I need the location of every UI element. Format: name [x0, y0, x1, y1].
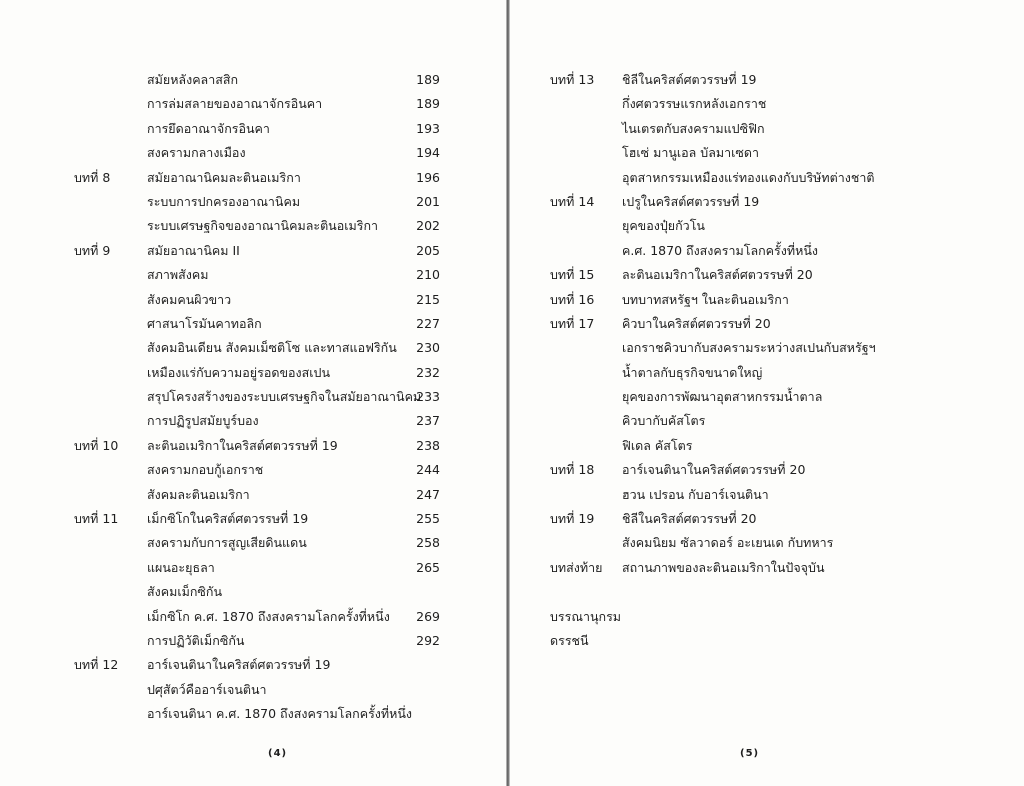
- toc-entry-title: สังคมอินเดียน สังคมเม็ซติโซ และทาสแอฟริกัน: [147, 340, 397, 356]
- toc-entry-title: ไนเตรตกับสงครามแปซิฟิก: [622, 120, 765, 136]
- toc-entry-title: เม็กซิโกในคริสต์ศตวรรษที่ 19: [147, 511, 309, 527]
- toc-entry-title: ยุคของปุ๋ยกัวโน: [622, 218, 705, 234]
- toc-entry-title: สังคมคนผิวขาว: [147, 291, 232, 307]
- toc-page-number: 238: [416, 437, 440, 453]
- toc-entry-title: อาร์เจนตินาในคริสต์ศตวรรษที่ 20: [622, 462, 806, 478]
- toc-entry-title: เอกราชคิวบากับสงครามระหว่างสเปนกับสหรัฐฯ: [622, 340, 876, 356]
- toc-entry-title: การยึดอาณาจักรอินคา: [147, 120, 270, 136]
- toc-entry-title: อุตสาหกรรมเหมืองแร่ทองแดงกับบริษัทต่างชาติ: [622, 169, 875, 185]
- toc-entry-title: การปฏิรูปสมัยบูร์บอง: [147, 413, 259, 429]
- toc-page-number: 201: [416, 193, 440, 209]
- toc-entry-title: น้ำตาลกับธุรกิจขนาดใหญ่: [622, 364, 763, 380]
- toc-entry-title: ละตินอเมริกาในคริสต์ศตวรรษที่ 20: [622, 267, 813, 283]
- toc-entry-title: สถานภาพของละตินอเมริกาในปัจจุบัน: [622, 559, 825, 575]
- toc-entry-title: สรุปโครงสร้างของระบบเศรษฐกิจในสมัยอาณานิคม: [147, 389, 422, 405]
- toc-entry-title: กึ่งศตวรรษแรกหลังเอกราช: [622, 96, 767, 112]
- toc-page-number: 247: [416, 486, 440, 502]
- toc-entry-title: สมัยอาณานิคมละตินอเมริกา: [147, 169, 301, 185]
- toc-page-number: 189: [416, 72, 440, 87]
- toc-chapter-label: บทที่ 18: [550, 462, 595, 478]
- toc-chapter-label: ดรรชนี: [550, 632, 589, 648]
- toc-chapter-label: บทที่ 9: [74, 242, 111, 258]
- toc-chapter-label: บทที่ 16: [550, 291, 595, 307]
- toc-page-number: 232: [416, 364, 440, 380]
- toc-entry-title: ละตินอเมริกาในคริสต์ศตวรรษที่ 19: [147, 437, 338, 453]
- toc-entry-title: อาร์เจนตินาในคริสต์ศตวรรษที่ 19: [147, 657, 331, 673]
- toc-entry-title: สมัยอาณานิคม II: [147, 242, 240, 258]
- toc-entry-title: ระบบการปกครองอาณานิคม: [147, 193, 301, 209]
- toc-page-number: 269: [416, 608, 440, 624]
- toc-chapter-label: บทที่ 19: [550, 511, 595, 527]
- toc-entry-title: ศาสนาโรมันคาทอลิก: [147, 315, 262, 331]
- toc-page-number: 230: [416, 340, 440, 356]
- toc-entry-title: สงครามกลางเมือง: [147, 145, 246, 161]
- toc-entry-title: สังคมละตินอเมริกา: [147, 486, 250, 502]
- toc-entry-title: เม็กซิโก ค.ศ. 1870 ถึงสงครามโลกครั้งที่หนึ่ง: [147, 608, 390, 624]
- toc-chapter-label: บทที่ 11: [74, 511, 119, 527]
- toc-entry-title: อาร์เจนตินา ค.ศ. 1870 ถึงสงครามโลกครั้งที่หนึ่ง: [147, 706, 413, 722]
- toc-entry-title: ฟิเดล คัสโตร: [622, 437, 693, 453]
- toc-entry-title: แผนอะยุธลา: [147, 559, 215, 575]
- toc-chapter-label: บทที่ 15: [550, 267, 595, 283]
- right-page: [416, 0, 1024, 786]
- toc-chapter-label: บทที่ 8: [74, 169, 111, 185]
- book-spine: [506, 0, 510, 786]
- toc-page-number: 193: [416, 120, 440, 136]
- toc-entry-title: การปฏิวัติเม็กซิกัน: [147, 632, 245, 648]
- toc-entry-title: โฮเซ่ มานูเอล บัลมาเซดา: [622, 145, 760, 161]
- toc-page-number: 196: [416, 169, 440, 185]
- toc-entry-title: สภาพสังคม: [147, 267, 209, 283]
- toc-entry-title: บทบาทสหรัฐฯ ในละตินอเมริกา: [622, 291, 789, 307]
- toc-entry-title: ระบบเศรษฐกิจของอาณานิคมละตินอเมริกา: [147, 218, 379, 234]
- left-page-number: (4): [268, 748, 288, 759]
- toc-entry-title: สงครามกอบกู้เอกราช: [147, 462, 264, 478]
- toc-chapter-label: บรรณานุกรม: [550, 608, 622, 624]
- toc-page-number: 227: [416, 315, 440, 331]
- toc-chapter-label: บทที่ 10: [74, 437, 119, 453]
- toc-entry-title: คิวบาในคริสต์ศตวรรษที่ 20: [622, 315, 771, 331]
- toc-page-number: 202: [416, 218, 440, 234]
- toc-page-number: 194: [416, 145, 440, 161]
- toc-entry-title: ยุคของการพัฒนาอุตสาหกรรมน้ำตาล: [622, 389, 823, 405]
- toc-page-number: 233: [416, 389, 440, 405]
- toc-entry-title: ชิลีในคริสต์ศตวรรษที่ 20: [622, 511, 757, 527]
- right-page-number: (5): [740, 748, 760, 759]
- toc-entry-title: ค.ศ. 1870 ถึงสงครามโลกครั้งที่หนึ่ง: [622, 242, 818, 258]
- toc-page-number: 205: [416, 242, 440, 258]
- toc-page-number: 265: [416, 559, 440, 575]
- toc-entry-title: สังคมนิยม ซัลวาดอร์ อะเยนเด กับทหาร: [622, 535, 834, 551]
- toc-chapter-label: บทที่ 14: [550, 193, 595, 209]
- toc-page-number: 292: [416, 632, 440, 648]
- toc-entry-title: เหมืองแร่กับความอยู่รอดของสเปน: [147, 364, 330, 380]
- toc-page-number: 237: [416, 413, 440, 429]
- toc-page-number: 215: [416, 291, 440, 307]
- toc-entry-title: สมัยหลังคลาสสิก: [147, 72, 239, 87]
- toc-page-number: 258: [416, 535, 440, 551]
- toc-entry-title: ฮวน เปรอน กับอาร์เจนตินา: [622, 486, 769, 502]
- toc-entry-title: การล่มสลายของอาณาจักรอินคา: [147, 96, 323, 112]
- toc-entry-title: เปรูในคริสต์ศตวรรษที่ 19: [622, 193, 760, 209]
- toc-entry-title: สังคมเม็กซิกัน: [147, 584, 223, 600]
- toc-entry-title: คิวบากับคัสโตร: [622, 413, 706, 429]
- toc-page-number: 210: [416, 267, 440, 283]
- toc-entry-title: ปศุสัตว์คืออาร์เจนตินา: [147, 681, 267, 697]
- toc-chapter-label: บทที่ 13: [550, 72, 595, 87]
- toc-page-number: 255: [416, 511, 440, 527]
- toc-page-number: 244: [416, 462, 440, 478]
- toc-entry-title: สงครามกับการสูญเสียดินแดน: [147, 535, 307, 551]
- toc-chapter-label: บทที่ 12: [74, 657, 119, 673]
- toc-page-number: 189: [416, 96, 440, 112]
- toc-entry-title: ชิลีในคริสต์ศตวรรษที่ 19: [622, 72, 757, 87]
- toc-chapter-label: บทที่ 17: [550, 315, 595, 331]
- toc-chapter-label: บทส่งท้าย: [550, 559, 603, 575]
